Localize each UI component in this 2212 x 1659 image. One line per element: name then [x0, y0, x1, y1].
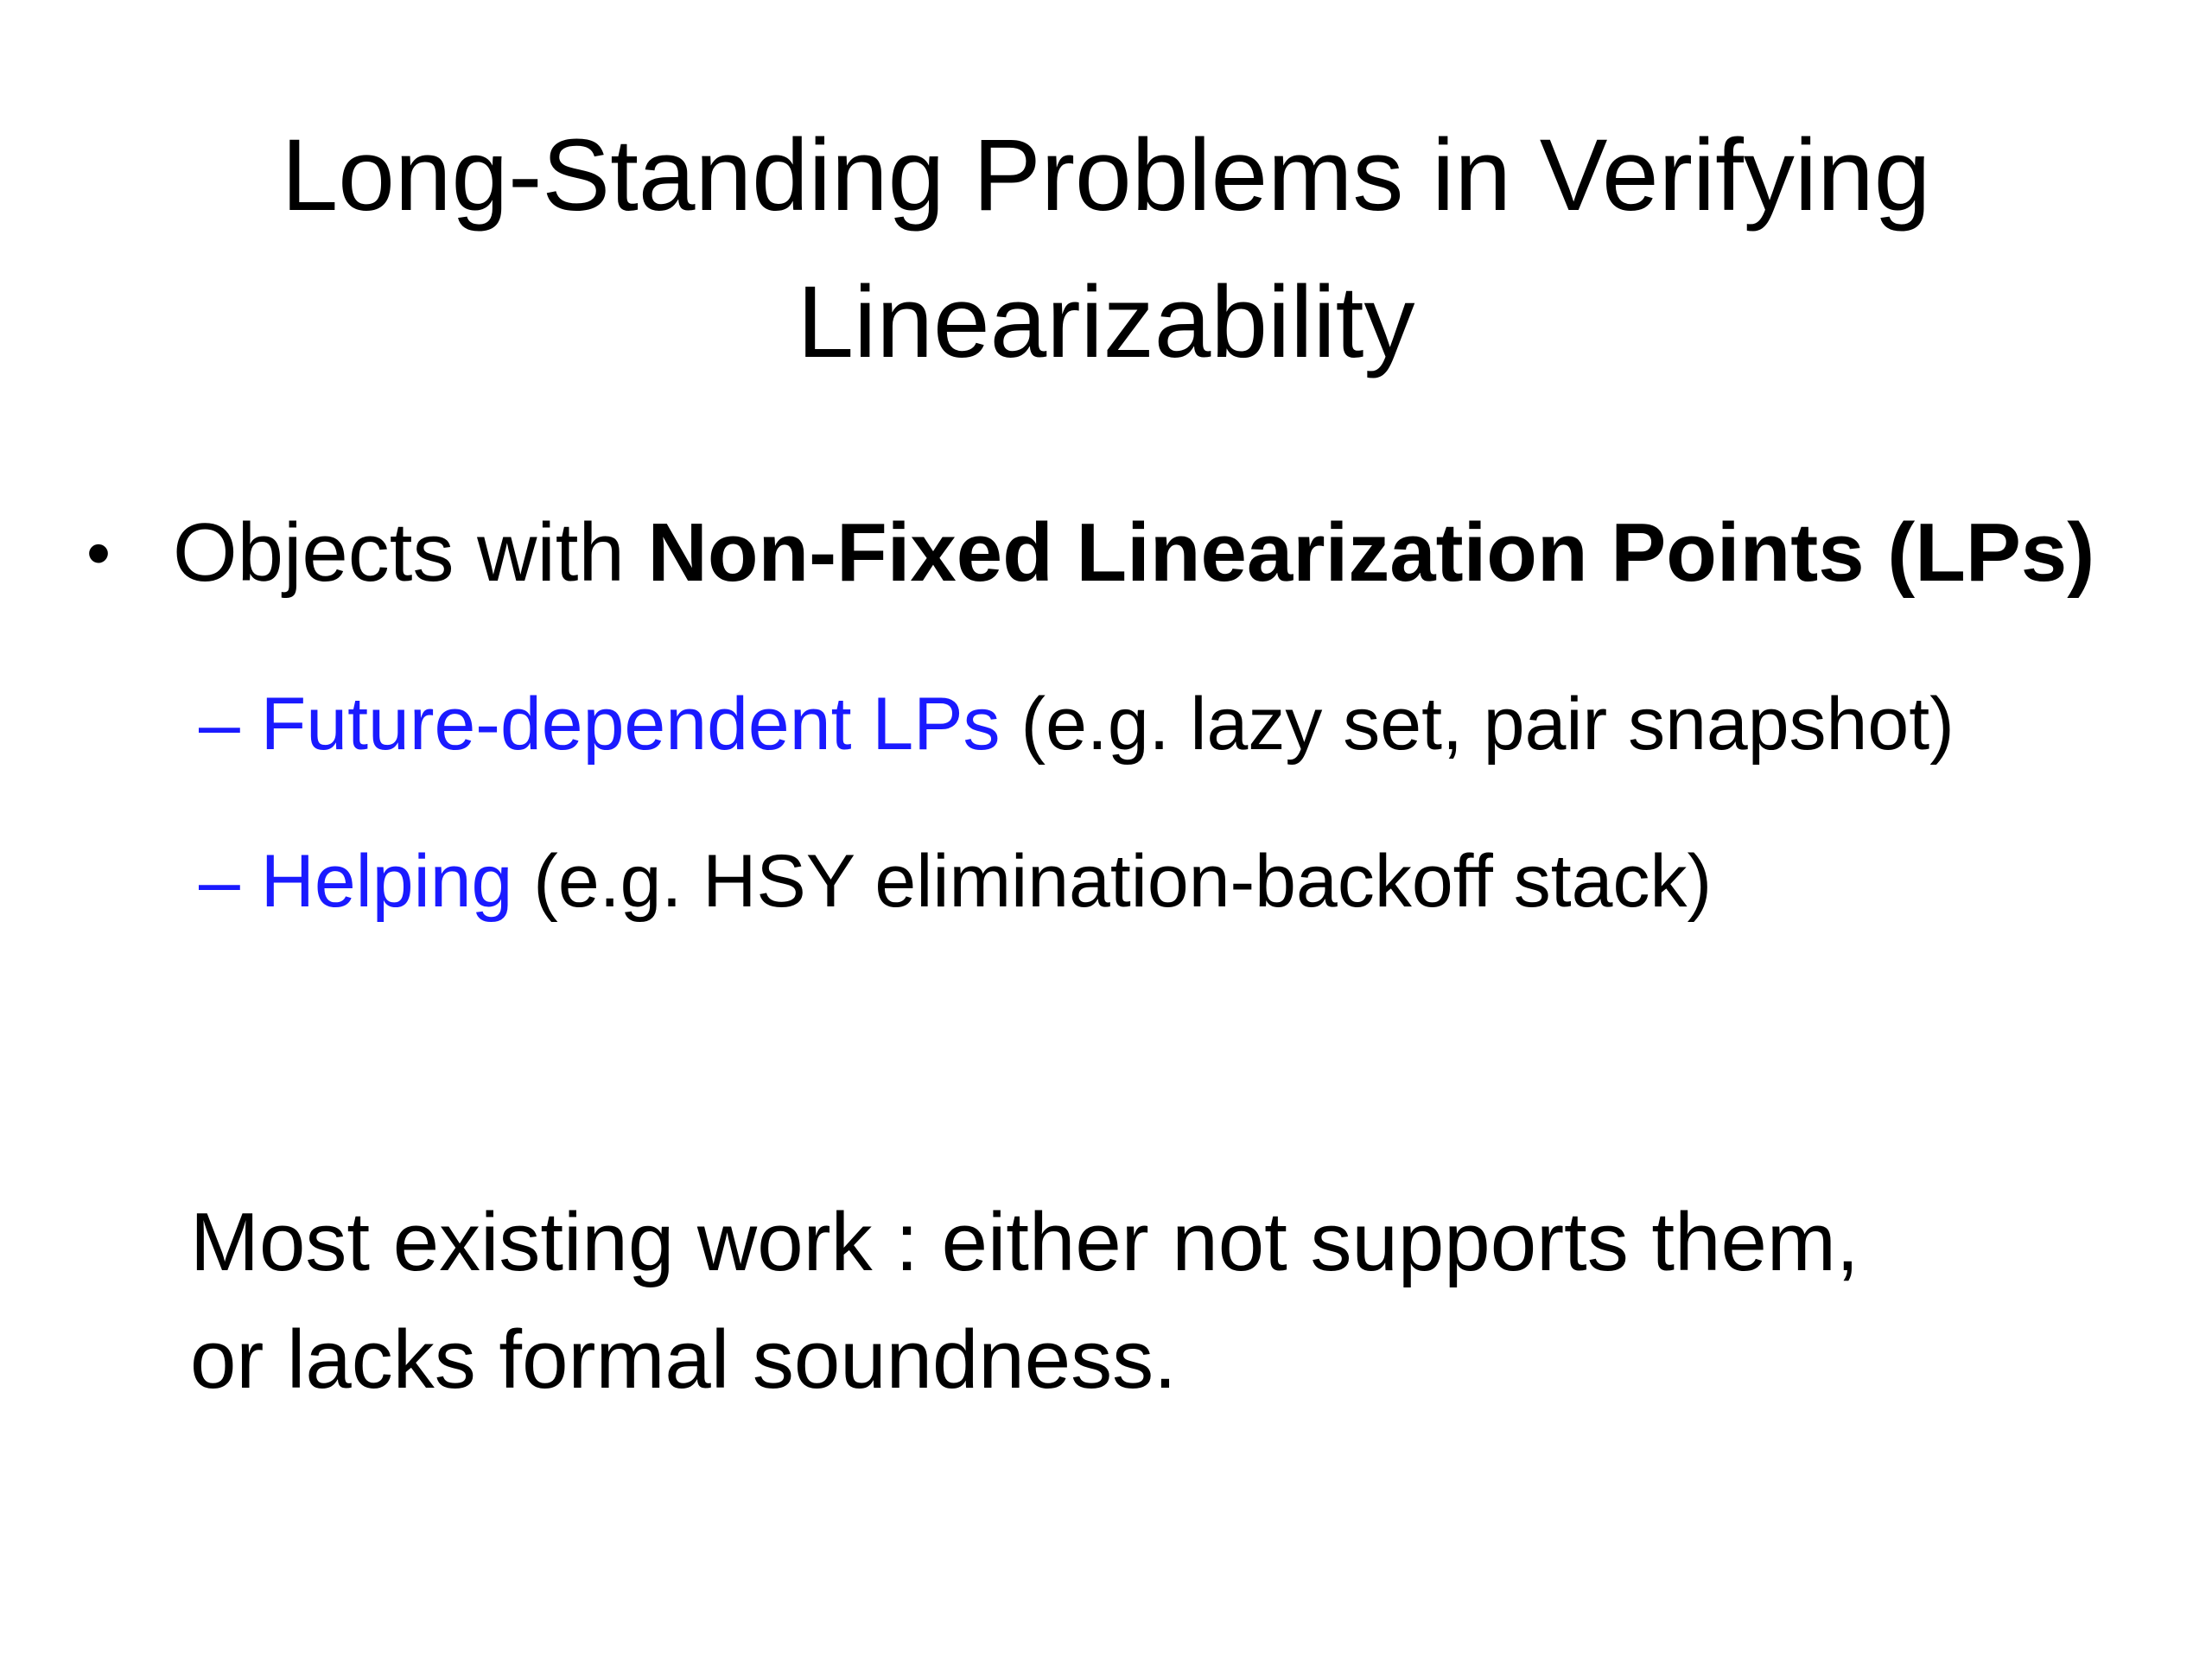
sub-item-detail: (e.g. lazy set, pair snapshot) — [1000, 683, 1955, 766]
sub-item-highlight: Future-dependent LPs — [260, 683, 1001, 766]
bullet-text-bold: Non-Fixed Linearization Points (LPs) — [647, 506, 2095, 599]
summary-note-line-2: or lacks formal soundness. — [190, 1313, 1177, 1406]
slide-title-line-1: Long-Standing Problems in Verifying — [281, 118, 1931, 232]
summary-note-line-1: Most existing work : either not supports them, — [190, 1196, 1859, 1288]
dash-icon: – — [199, 683, 240, 766]
slide-title-line-2: Linearizability — [797, 265, 1415, 379]
summary-note — [190, 1184, 1859, 1419]
slide-title — [0, 102, 2212, 396]
bullet-item — [86, 497, 2094, 609]
sub-item-detail: (e.g. HSY elimination-backoff stack) — [512, 840, 1713, 923]
sub-item-helping — [199, 830, 1712, 933]
sub-item-future-dependent — [199, 672, 1955, 776]
sub-item-highlight: Helping — [260, 840, 513, 923]
bullet-dot-icon: • — [86, 514, 111, 591]
bullet-text-plain: Objects with — [173, 506, 648, 599]
dash-icon: – — [199, 840, 240, 923]
